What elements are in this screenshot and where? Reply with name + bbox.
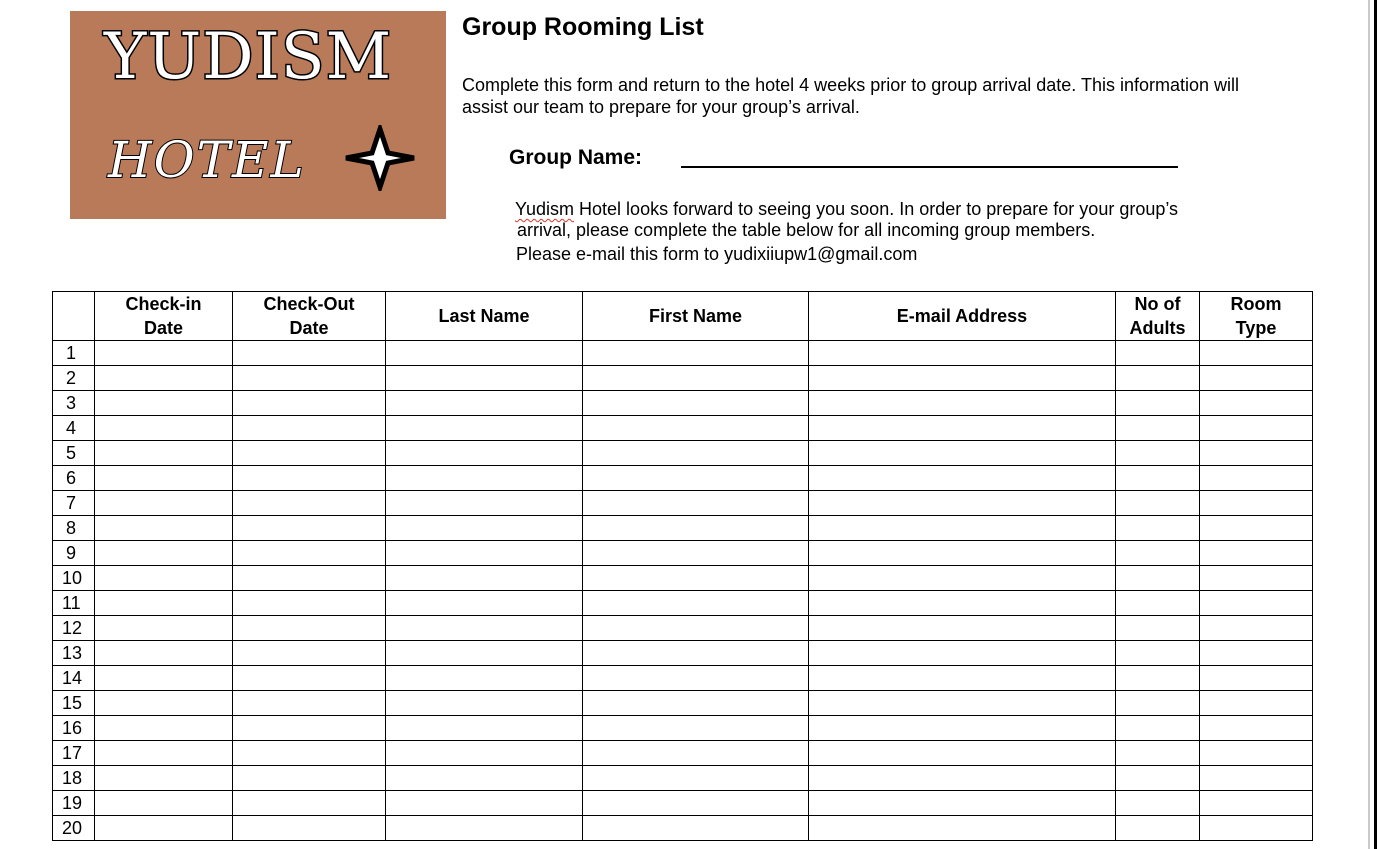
table-row [53, 741, 1313, 766]
room-type-cell[interactable] [1200, 541, 1313, 566]
table-row [53, 691, 1313, 716]
room-type-cell[interactable] [1200, 466, 1313, 491]
room-type-cell[interactable] [1200, 416, 1313, 441]
room-type-cell[interactable] [1200, 366, 1313, 391]
row-number: 20 [53, 816, 95, 841]
header-email-address [809, 292, 1116, 341]
table-header-row [53, 292, 1313, 341]
last-name-cell[interactable] [386, 791, 583, 816]
email-cell[interactable] [809, 416, 1116, 441]
row-number: 10 [53, 566, 95, 591]
room-type-cell[interactable] [1200, 591, 1313, 616]
table-row [53, 516, 1313, 541]
logo-text-yudism: YUDISM [104, 20, 393, 94]
header-room-line2: Type [1235, 318, 1277, 338]
first-name-cell[interactable] [583, 466, 809, 491]
email-cell[interactable] [809, 366, 1116, 391]
first-name-cell[interactable] [583, 366, 809, 391]
adults-cell[interactable] [1116, 341, 1200, 366]
header-first-name [583, 292, 809, 341]
row-number: 16 [53, 716, 95, 741]
adults-cell[interactable] [1116, 666, 1200, 691]
table-row [53, 716, 1313, 741]
adults-cell[interactable] [1116, 441, 1200, 466]
check-in-cell[interactable] [95, 616, 233, 641]
row-number: 4 [53, 416, 95, 441]
adults-cell[interactable] [1116, 691, 1200, 716]
last-name-cell[interactable] [386, 816, 583, 841]
room-type-cell[interactable] [1200, 816, 1313, 841]
hotel-logo [70, 11, 446, 219]
last-name-cell[interactable] [386, 516, 583, 541]
check-in-cell[interactable] [95, 516, 233, 541]
header-email-label: E-mail Address [896, 306, 1028, 326]
first-name-cell[interactable] [583, 491, 809, 516]
last-name-cell[interactable] [386, 416, 583, 441]
first-name-cell[interactable] [583, 341, 809, 366]
room-type-cell[interactable] [1200, 666, 1313, 691]
last-name-cell[interactable] [386, 566, 583, 591]
adults-cell[interactable] [1116, 516, 1200, 541]
table-row [53, 566, 1313, 591]
last-name-cell[interactable] [386, 766, 583, 791]
check-out-cell[interactable] [233, 466, 386, 491]
email-cell[interactable] [809, 716, 1116, 741]
first-name-cell[interactable] [583, 566, 809, 591]
first-name-cell[interactable] [583, 691, 809, 716]
header-check-out-line2: Date [289, 318, 329, 338]
first-name-cell[interactable] [583, 816, 809, 841]
header-room-type [1200, 292, 1313, 341]
room-type-cell[interactable] [1200, 341, 1313, 366]
email-cell[interactable] [809, 441, 1116, 466]
last-name-cell[interactable] [386, 466, 583, 491]
check-in-cell[interactable] [95, 741, 233, 766]
first-name-cell[interactable] [583, 766, 809, 791]
header-row-number [53, 292, 95, 341]
email-cell[interactable] [809, 341, 1116, 366]
check-in-cell[interactable] [95, 766, 233, 791]
table-body [53, 341, 1313, 841]
email-instruction: Please e-mail this form to yudixiiupw1@gmail.com [516, 244, 918, 264]
email-cell[interactable] [809, 741, 1116, 766]
adults-cell[interactable] [1116, 491, 1200, 516]
header-check-out-date [233, 292, 386, 341]
header-check-out-line1: Check-Out [263, 294, 355, 314]
email-cell[interactable] [809, 591, 1116, 616]
check-out-cell[interactable] [233, 366, 386, 391]
header-check-in-line2: Date [143, 318, 183, 338]
table-row [53, 591, 1313, 616]
adults-cell[interactable] [1116, 816, 1200, 841]
last-name-cell[interactable] [386, 441, 583, 466]
first-name-cell[interactable] [583, 641, 809, 666]
check-out-cell[interactable] [233, 416, 386, 441]
email-cell[interactable] [809, 466, 1116, 491]
email-cell[interactable] [809, 791, 1116, 816]
email-cell[interactable] [809, 566, 1116, 591]
intro-text: Complete this form and return to the hotel 4 weeks prior to group arrival date. This information will assist our team to prepare for your group’s arrival. [462, 75, 1240, 117]
header-room-line1: Room [1230, 294, 1282, 314]
check-in-cell[interactable] [95, 541, 233, 566]
check-in-cell[interactable] [95, 816, 233, 841]
first-name-cell[interactable] [583, 391, 809, 416]
email-cell[interactable] [809, 816, 1116, 841]
row-number: 8 [53, 516, 95, 541]
header-no-of-adults [1116, 292, 1200, 341]
last-name-cell[interactable] [386, 741, 583, 766]
email-cell[interactable] [809, 391, 1116, 416]
email-cell[interactable] [809, 641, 1116, 666]
last-name-cell[interactable] [386, 341, 583, 366]
welcome-note-line2: arrival, please complete the table below for all incoming group members. [517, 220, 1096, 240]
row-number: 12 [53, 616, 95, 641]
check-out-cell[interactable] [233, 391, 386, 416]
last-name-cell[interactable] [386, 716, 583, 741]
check-in-cell[interactable] [95, 716, 233, 741]
table-row [53, 641, 1313, 666]
row-number: 7 [53, 491, 95, 516]
table-row [53, 416, 1313, 441]
adults-cell[interactable] [1116, 716, 1200, 741]
table-row [53, 816, 1313, 841]
group-name-field[interactable] [681, 166, 1178, 168]
check-in-cell[interactable] [95, 666, 233, 691]
check-out-cell[interactable] [233, 766, 386, 791]
check-in-cell[interactable] [95, 391, 233, 416]
welcome-note [515, 199, 1335, 241]
row-number: 5 [53, 441, 95, 466]
check-out-cell[interactable] [233, 591, 386, 616]
check-in-cell[interactable] [95, 641, 233, 666]
check-out-cell[interactable] [233, 816, 386, 841]
adults-cell[interactable] [1116, 641, 1200, 666]
welcome-note-line1: Hotel looks forward to seeing you soon. In order to prepare for your group’s [574, 199, 1179, 219]
email-cell[interactable] [809, 491, 1116, 516]
room-type-cell[interactable] [1200, 516, 1313, 541]
first-name-cell[interactable] [583, 541, 809, 566]
page-title: Group Rooming List [462, 13, 704, 41]
rooming-table [52, 291, 1313, 841]
email-cell[interactable] [809, 516, 1116, 541]
room-type-cell[interactable] [1200, 441, 1313, 466]
first-name-cell[interactable] [583, 516, 809, 541]
page-edge [1368, 0, 1370, 849]
check-in-cell[interactable] [95, 691, 233, 716]
check-out-cell[interactable] [233, 716, 386, 741]
table-row [53, 541, 1313, 566]
check-in-cell[interactable] [95, 416, 233, 441]
logo-text-hotel: HOTEL [108, 131, 306, 189]
adults-cell[interactable] [1116, 591, 1200, 616]
row-number: 13 [53, 641, 95, 666]
row-number: 17 [53, 741, 95, 766]
row-number: 1 [53, 341, 95, 366]
room-type-cell[interactable] [1200, 616, 1313, 641]
header-last-name-label: Last Name [438, 306, 530, 326]
row-number: 18 [53, 766, 95, 791]
email-cell[interactable] [809, 766, 1116, 791]
room-type-cell[interactable] [1200, 641, 1313, 666]
first-name-cell[interactable] [583, 716, 809, 741]
check-out-cell[interactable] [233, 791, 386, 816]
adults-cell[interactable] [1116, 791, 1200, 816]
check-out-cell[interactable] [233, 666, 386, 691]
header-first-name-label: First Name [648, 306, 743, 326]
last-name-cell[interactable] [386, 541, 583, 566]
header-last-name [386, 292, 583, 341]
check-out-cell[interactable] [233, 441, 386, 466]
check-out-cell[interactable] [233, 741, 386, 766]
header-check-in-date [95, 292, 233, 341]
room-type-cell[interactable] [1200, 491, 1313, 516]
first-name-cell[interactable] [583, 616, 809, 641]
check-out-cell[interactable] [233, 616, 386, 641]
room-type-cell[interactable] [1200, 391, 1313, 416]
row-number: 14 [53, 666, 95, 691]
check-out-cell[interactable] [233, 541, 386, 566]
check-in-cell[interactable] [95, 591, 233, 616]
group-name-label: Group Name: [509, 146, 643, 169]
table-row [53, 391, 1313, 416]
table-row [53, 366, 1313, 391]
last-name-cell[interactable] [386, 491, 583, 516]
header-adults-line2: Adults [1129, 318, 1186, 338]
row-number: 6 [53, 466, 95, 491]
first-name-cell[interactable] [583, 591, 809, 616]
first-name-cell[interactable] [583, 416, 809, 441]
email-cell[interactable] [809, 541, 1116, 566]
row-number: 2 [53, 366, 95, 391]
email-cell[interactable] [809, 616, 1116, 641]
adults-cell[interactable] [1116, 366, 1200, 391]
check-in-cell[interactable] [95, 791, 233, 816]
last-name-cell[interactable] [386, 616, 583, 641]
check-out-cell[interactable] [233, 516, 386, 541]
row-number: 3 [53, 391, 95, 416]
check-in-cell[interactable] [95, 566, 233, 591]
table-row [53, 441, 1313, 466]
table-row [53, 616, 1313, 641]
table-row [53, 466, 1313, 491]
check-in-cell[interactable] [95, 491, 233, 516]
row-number: 15 [53, 691, 95, 716]
check-out-cell[interactable] [233, 641, 386, 666]
first-name-cell[interactable] [583, 666, 809, 691]
brand-name: Yudism [515, 199, 575, 219]
adults-cell[interactable] [1116, 416, 1200, 441]
adults-cell[interactable] [1116, 391, 1200, 416]
email-cell[interactable] [809, 666, 1116, 691]
last-name-cell[interactable] [386, 391, 583, 416]
check-in-cell[interactable] [95, 441, 233, 466]
table-row [53, 666, 1313, 691]
room-type-cell[interactable] [1200, 791, 1313, 816]
room-type-cell[interactable] [1200, 766, 1313, 791]
table-row [53, 491, 1313, 516]
check-out-cell[interactable] [233, 341, 386, 366]
row-number: 9 [53, 541, 95, 566]
check-out-cell[interactable] [233, 691, 386, 716]
last-name-cell[interactable] [386, 691, 583, 716]
adults-cell[interactable] [1116, 766, 1200, 791]
first-name-cell[interactable] [583, 791, 809, 816]
check-in-cell[interactable] [95, 366, 233, 391]
room-type-cell[interactable] [1200, 566, 1313, 591]
room-type-cell[interactable] [1200, 716, 1313, 741]
first-name-cell[interactable] [583, 741, 809, 766]
check-in-cell[interactable] [95, 466, 233, 491]
last-name-cell[interactable] [386, 666, 583, 691]
four-point-star-icon [342, 125, 418, 191]
room-type-cell[interactable] [1200, 691, 1313, 716]
table-row [53, 766, 1313, 791]
check-in-cell[interactable] [95, 341, 233, 366]
adults-cell[interactable] [1116, 741, 1200, 766]
table-row [53, 791, 1313, 816]
last-name-cell[interactable] [386, 641, 583, 666]
check-out-cell[interactable] [233, 491, 386, 516]
row-number: 11 [53, 591, 95, 616]
adults-cell[interactable] [1116, 466, 1200, 491]
room-type-cell[interactable] [1200, 741, 1313, 766]
header-adults-line1: No of [1134, 294, 1181, 314]
first-name-cell[interactable] [583, 441, 809, 466]
email-cell[interactable] [809, 691, 1116, 716]
last-name-cell[interactable] [386, 366, 583, 391]
adults-cell[interactable] [1116, 616, 1200, 641]
adults-cell[interactable] [1116, 566, 1200, 591]
check-out-cell[interactable] [233, 566, 386, 591]
adults-cell[interactable] [1116, 541, 1200, 566]
row-number: 19 [53, 791, 95, 816]
last-name-cell[interactable] [386, 591, 583, 616]
header-check-in-line1: Check-in [125, 294, 202, 314]
table-row [53, 341, 1313, 366]
